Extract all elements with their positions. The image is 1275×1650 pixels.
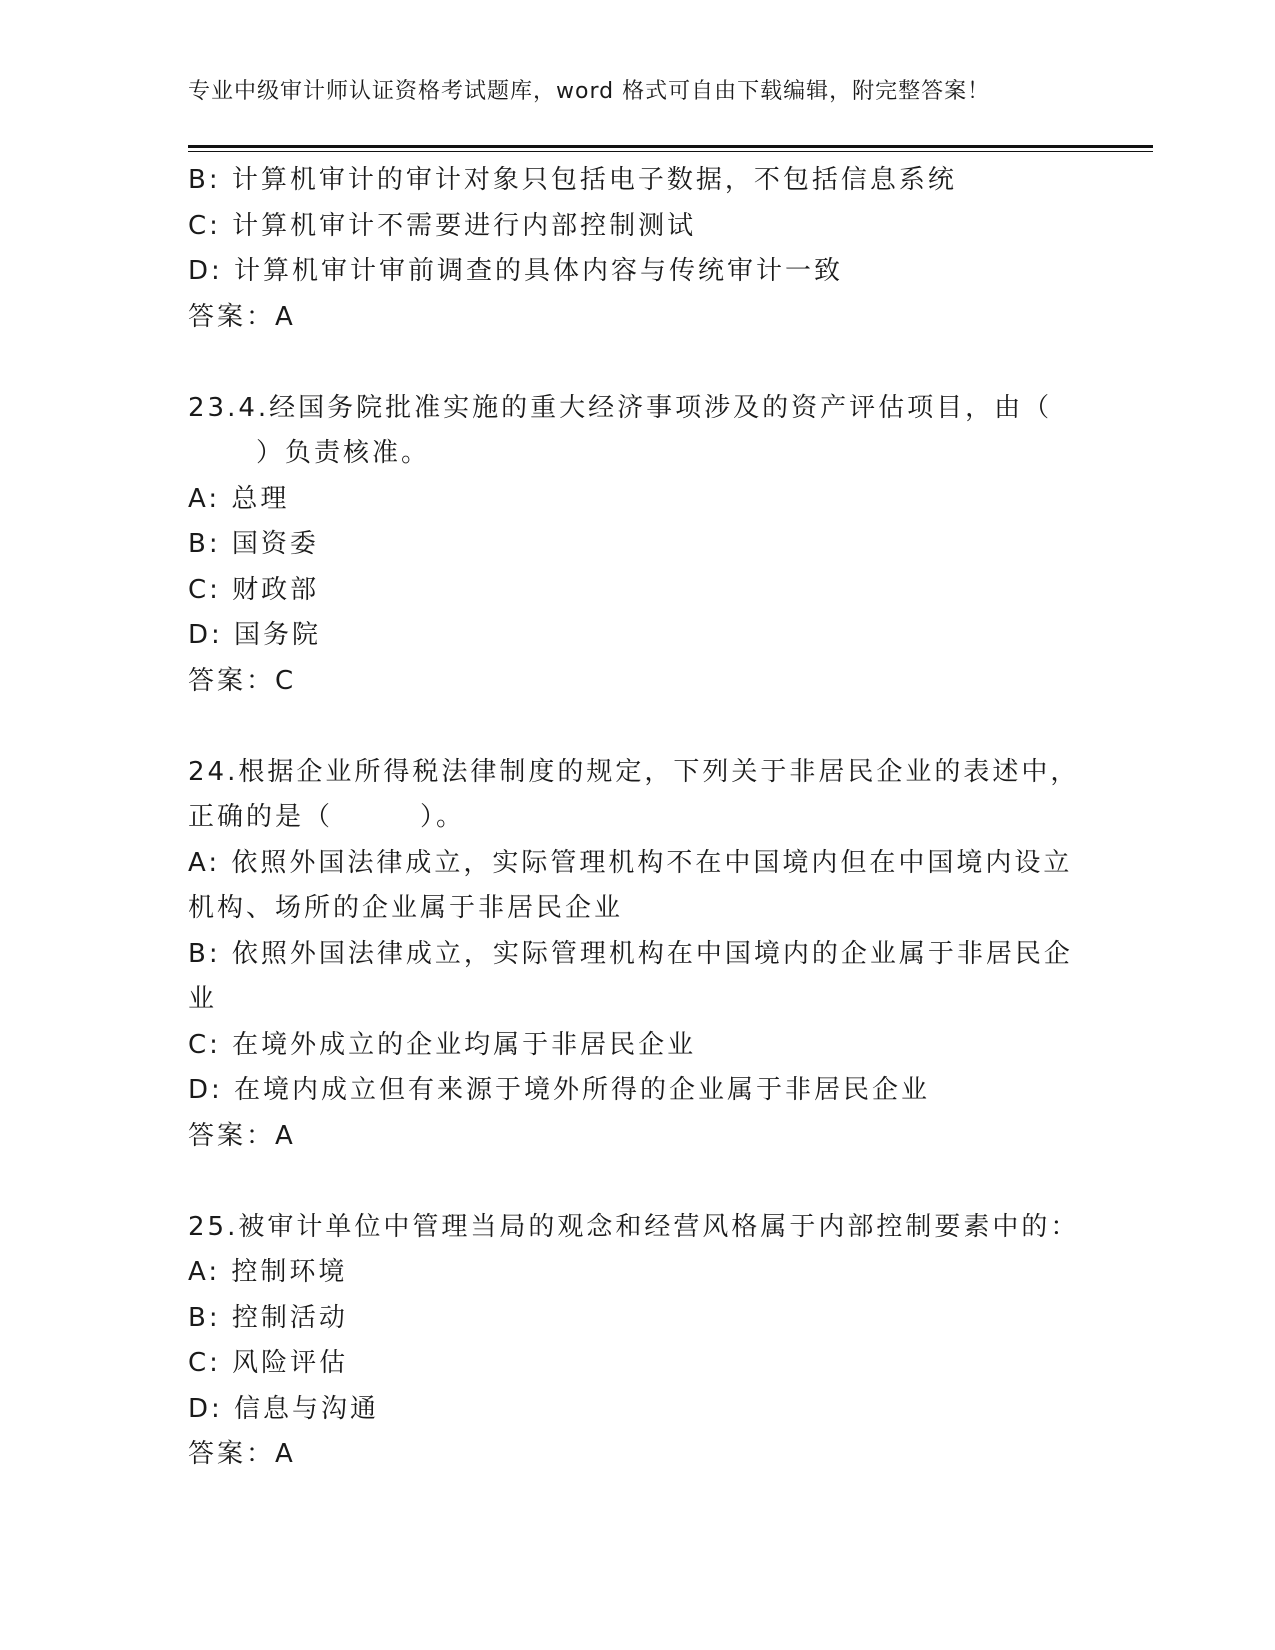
spacer (188, 704, 1088, 750)
q22-option-b: B: 计算机审计的审计对象只包括电子数据，不包括信息系统 (188, 165, 957, 195)
q24-stem: 24.根据企业所得税法律制度的规定，下列关于非居民企业的表述中， (188, 756, 1080, 787)
q24-option-d: D: 在境内成立但有来源于境外所得的企业属于非居民企业 (188, 1075, 931, 1105)
q23-answer: 答案：C (188, 665, 297, 696)
q24-answer: 答案：A (188, 1120, 296, 1151)
q22-option-d: D: 计算机审计审前调查的具体内容与传统审计一致 (188, 256, 844, 286)
q24-option-a: A: 依照外国法律成立，实际管理机构不在中国境内但在中国境内设立 (188, 847, 1073, 878)
q25-option-d: D: 信息与沟通 (188, 1393, 380, 1424)
q24-stem-continued: 正确的是（ ）。 (188, 802, 466, 832)
q25-option-b: B: 控制活动 (188, 1302, 348, 1333)
q25-option-a: A: 控制环境 (188, 1257, 348, 1287)
question-content (188, 158, 1088, 1478)
q23-option-d: D: 国务院 (188, 620, 322, 650)
page-header: 专业中级审计师认证资格考试题库，word 格式可自由下载编辑，附完整答案！ (188, 79, 991, 104)
q23-option-c: C: 财政部 (188, 574, 320, 605)
q24-option-b: B: 依照外国法律成立，实际管理机构在中国境内的企业属于非居民企 (188, 938, 1073, 969)
q25-stem: 25.被审计单位中管理当局的观念和经营风格属于内部控制要素中的： (188, 1211, 1080, 1242)
spacer (188, 1159, 1088, 1205)
q22-answer: 答案：A (188, 301, 296, 332)
q24-option-a-continued: 机构、场所的企业属于非居民企业 (188, 893, 624, 923)
q23-stem-continued: ）负责核准。 (256, 438, 431, 468)
q25-option-c: C: 风险评估 (188, 1348, 349, 1378)
q23-option-a: A: 总理 (188, 483, 290, 514)
q22-option-c: C: 计算机审计不需要进行内部控制测试 (188, 210, 697, 241)
q23-stem: 23.4.经国务院批准实施的重大经济事项涉及的资产评估项目，由（ (188, 392, 1053, 423)
spacer (188, 340, 1088, 386)
q24-option-b-continued: 业 (188, 984, 218, 1014)
q25-answer: 答案：A (188, 1439, 296, 1469)
q23-option-b: B: 国资委 (188, 529, 319, 559)
header-divider (188, 145, 1153, 148)
q24-option-c: C: 在境外成立的企业均属于非居民企业 (188, 1029, 697, 1060)
